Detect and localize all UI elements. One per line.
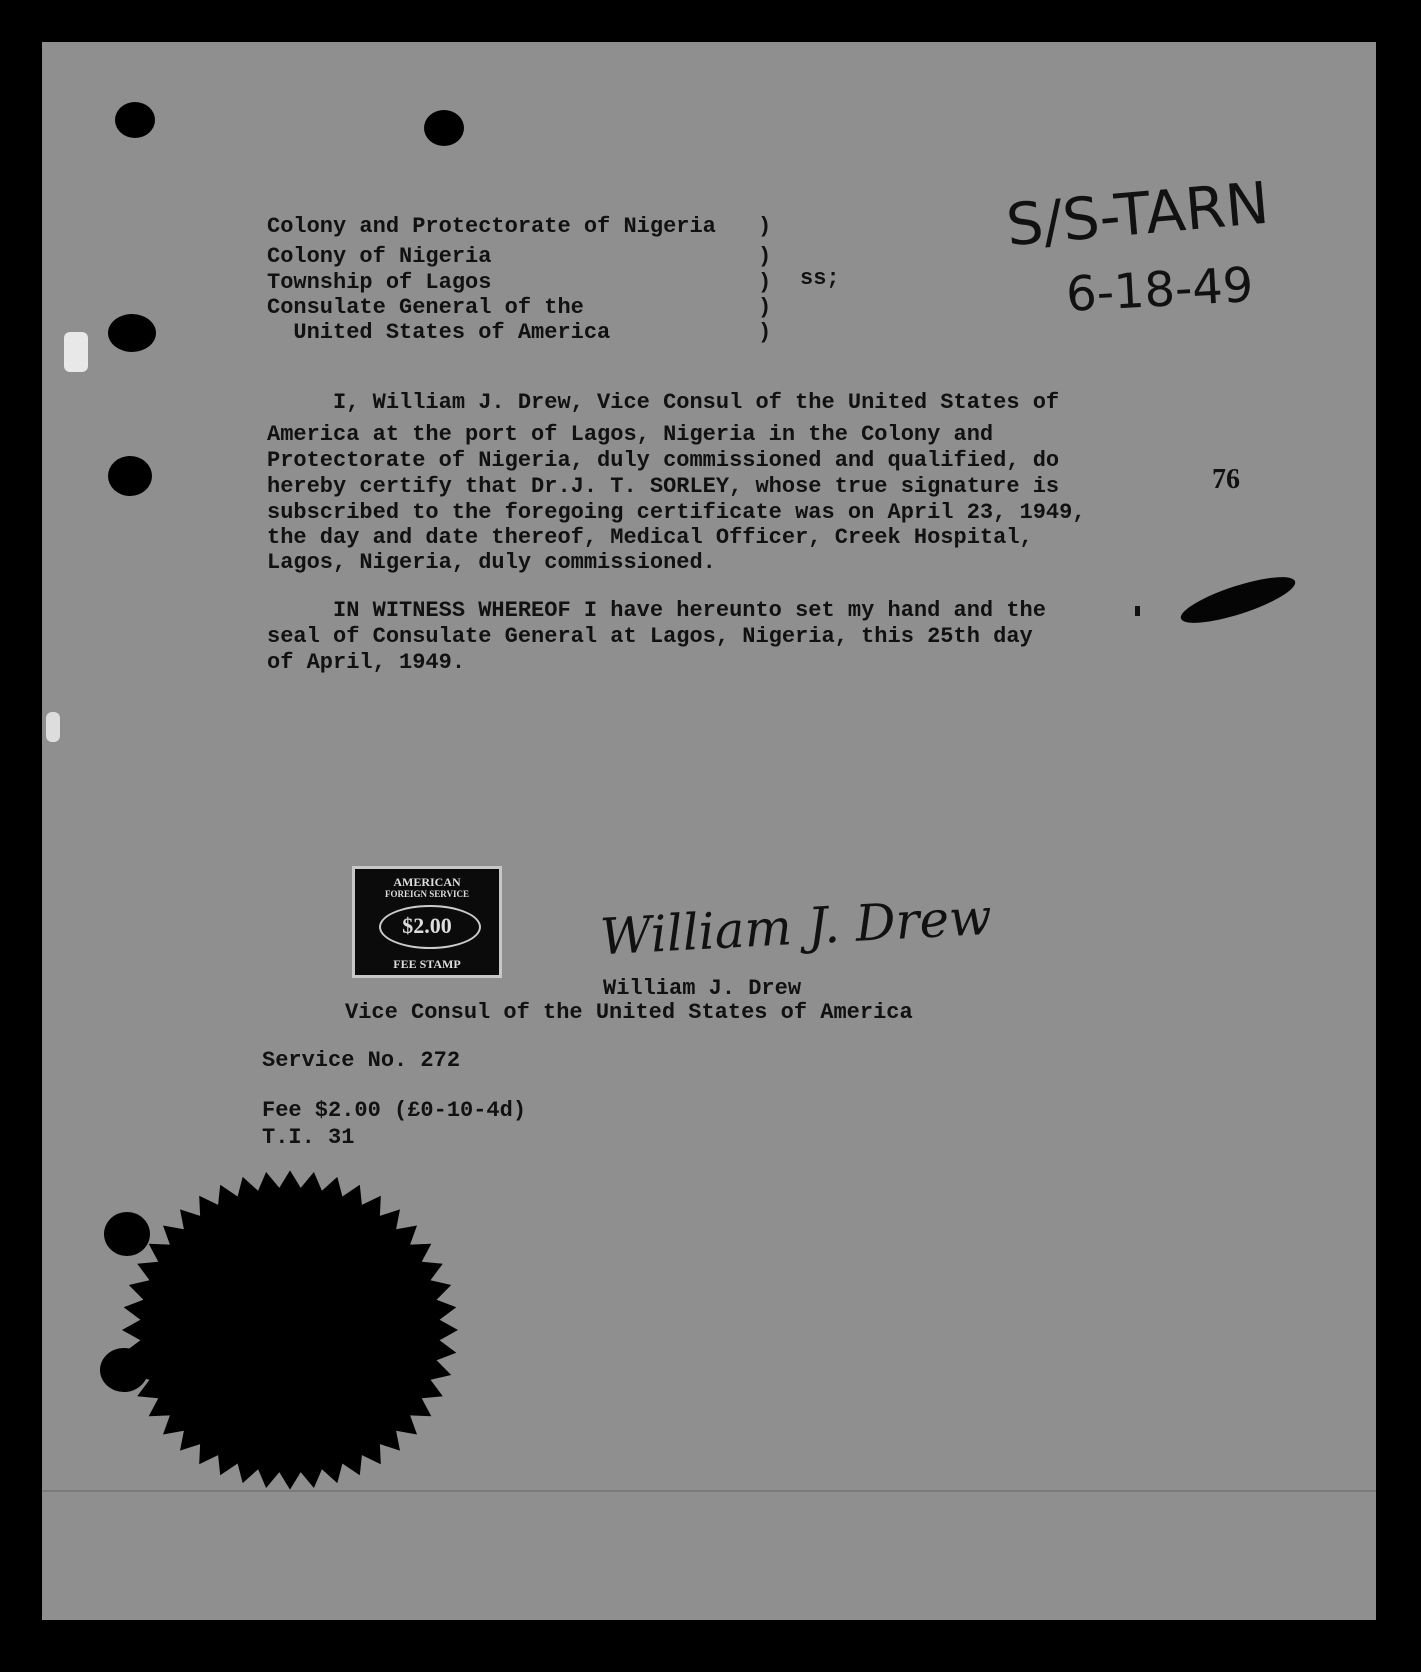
signature: William J. Drew	[598, 887, 994, 967]
body-line: Protectorate of Nigeria, duly commissioned and qualified, do	[267, 448, 1060, 473]
venue-bracket: )	[758, 295, 772, 320]
consular-seal	[110, 1160, 480, 1500]
stamp-text: FEE STAMP	[393, 957, 461, 971]
body-line: I, William J. Drew, Vice Consul of the United States of	[267, 390, 1060, 415]
venue-bracket: )	[758, 244, 772, 269]
punch-hole	[115, 102, 155, 138]
body-line: Lagos, Nigeria, duly commissioned.	[267, 550, 716, 575]
ink-dot	[1135, 606, 1140, 616]
venue-bracket: )	[758, 320, 772, 345]
venue-line: Consulate General of the	[267, 295, 584, 320]
body-line: hereby certify that Dr.J. T. SORLEY, whose true signature is	[267, 474, 1060, 499]
fee-amount: Fee $2.00 (£0-10-4d)	[262, 1098, 527, 1123]
venue-line: Township of Lagos	[267, 270, 492, 295]
service-number: Service No. 272	[262, 1048, 461, 1073]
stamp-text: AMERICAN	[393, 875, 461, 889]
venue-bracket: )	[758, 214, 772, 239]
date-annotation: 6-18-49	[1064, 257, 1255, 323]
stamp-value: $2.00	[402, 913, 452, 938]
paper-tear	[64, 332, 88, 372]
body-line: seal of Consulate General at Lagos, Nigeria, this 25th day	[267, 624, 1033, 649]
venue-line: United States of America	[267, 320, 611, 345]
venue-line: Colony of Nigeria	[267, 244, 492, 269]
body-line: subscribed to the foregoing certificate was on April 23, 1949,	[267, 500, 1086, 525]
ti-number: T.I. 31	[262, 1125, 355, 1150]
fee-stamp	[352, 866, 502, 978]
ss-mark: ss;	[800, 266, 840, 291]
paper-tear	[46, 712, 60, 742]
signer-title: Vice Consul of the United States of America	[345, 1000, 913, 1025]
body-line: America at the port of Lagos, Nigeria in the Colony and	[267, 422, 994, 447]
body-line: IN WITNESS WHEREOF I have hereunto set my hand and the	[267, 598, 1046, 623]
punch-hole	[108, 456, 152, 496]
body-line: of April, 1949.	[267, 650, 466, 675]
vessel-annotation: S/S-TARN	[1003, 168, 1272, 260]
signer-name: William J. Drew	[603, 976, 802, 1001]
venue-bracket: )	[758, 270, 772, 295]
punch-hole	[108, 314, 156, 352]
fold-line	[42, 1490, 1376, 1492]
page-number: 76	[1212, 464, 1240, 495]
stamp-text: FOREIGN SERVICE	[385, 889, 469, 899]
punch-hole	[424, 110, 464, 146]
body-line: the day and date thereof, Medical Officer, Creek Hospital,	[267, 525, 1033, 550]
venue-line: Colony and Protectorate of Nigeria	[267, 214, 716, 239]
